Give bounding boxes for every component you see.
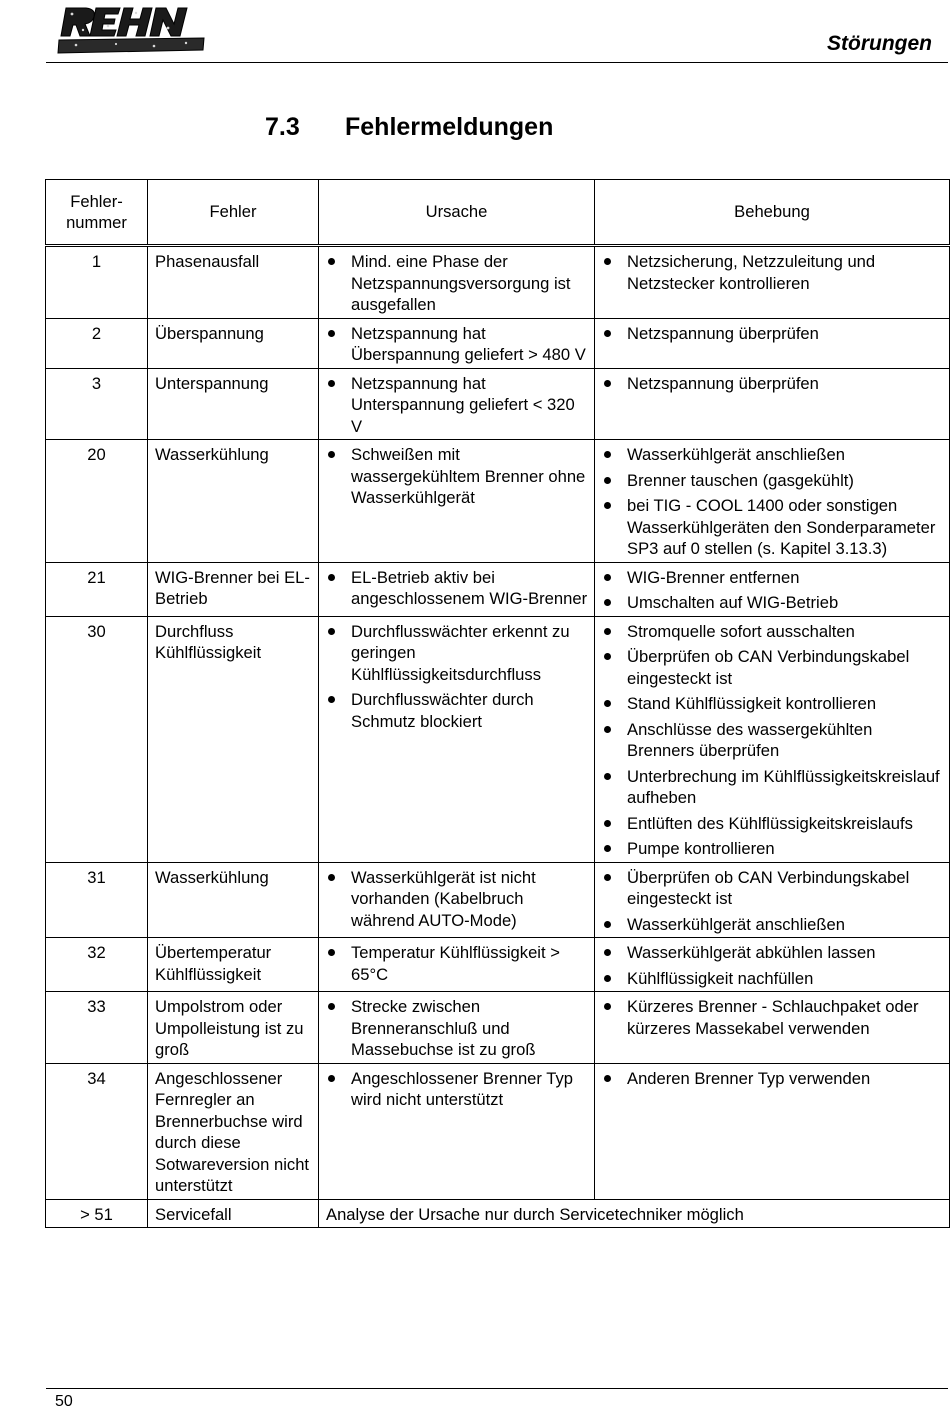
remedy-item: Unterbrechung im Kühlflüssigkeitskreislauf aufheben (602, 766, 943, 809)
error-name: Wasserkühlung (148, 862, 319, 938)
error-name: Durchfluss Kühlflüssigkeit (148, 616, 319, 862)
cause-item: Durchflusswächter erkennt zu geringen Kühlflüssigkeitsdurchfluss (326, 621, 588, 686)
error-number: 33 (46, 992, 148, 1064)
cause-list (326, 996, 588, 1061)
remedy-list (602, 251, 943, 294)
page-heading (265, 113, 553, 142)
remedy-list (602, 567, 943, 614)
cause-list (326, 621, 588, 733)
column-header-number: Fehler- nummer (46, 180, 148, 246)
table-row-service (46, 1199, 950, 1228)
heading-number: 7.3 (265, 113, 300, 141)
error-remedy (595, 562, 950, 616)
error-cause (319, 368, 595, 440)
table-row (46, 862, 950, 938)
page-number: 50 (55, 1393, 73, 1410)
error-cause (319, 862, 595, 938)
remedy-item: Anschlüsse des wassergekühlten Brenners überprüfen (602, 719, 943, 762)
remedy-list (602, 996, 943, 1039)
cause-item: Durchflusswächter durch Schmutz blockiert (326, 689, 588, 732)
error-number: 20 (46, 440, 148, 563)
header-divider (46, 62, 948, 63)
column-header-fehler: Fehler (148, 180, 319, 246)
table-header-row (46, 180, 950, 246)
remedy-item: Wasserkühlgerät anschließen (602, 444, 943, 466)
cause-list (326, 867, 588, 932)
error-name: Angeschlossener Fernregler an Brennerbuchse wird durch diese Sotwareversion nicht unterstützt (148, 1063, 319, 1199)
cause-item: Netzspannung hat Unterspannung geliefert < 320 V (326, 373, 588, 438)
remedy-item: Wasserkühlgerät abkühlen lassen (602, 942, 943, 964)
remedy-item: Wasserkühlgerät anschließen (602, 914, 943, 936)
heading-title: Fehlermeldungen (345, 113, 554, 141)
header-section-title: Störungen (827, 32, 932, 55)
cause-list (326, 251, 588, 316)
error-number: 1 (46, 246, 148, 319)
error-cause (319, 440, 595, 563)
remedy-item: Umschalten auf WIG-Betrieb (602, 592, 943, 614)
error-number: > 51 (46, 1199, 148, 1228)
error-number: 3 (46, 368, 148, 440)
cause-list (326, 373, 588, 438)
remedy-item: bei TIG - COOL 1400 oder sonstigen Wasserkühlgeräten den Sonderparameter SP3 auf 0 stellen (s. Kapitel 3.13.3) (602, 495, 943, 560)
table-row (46, 246, 950, 319)
table-row (46, 992, 950, 1064)
cause-item: Temperatur Kühlflüssigkeit > 65°C (326, 942, 588, 985)
cause-item: Netzspannung hat Überspannung geliefert > 480 V (326, 323, 588, 366)
remedy-list (602, 867, 943, 936)
error-name: WIG-Brenner bei EL-Betrieb (148, 562, 319, 616)
table-row (46, 368, 950, 440)
table-row (46, 938, 950, 992)
remedy-item: Stromquelle sofort ausschalten (602, 621, 943, 643)
cause-list (326, 942, 588, 985)
table-row (46, 440, 950, 563)
error-remedy (595, 440, 950, 563)
error-name: Umpolstrom oder Umpolleistung ist zu groß (148, 992, 319, 1064)
error-cause (319, 1063, 595, 1199)
cause-item: Strecke zwischen Brenneranschluß und Massebuchse ist zu groß (326, 996, 588, 1061)
remedy-item: Stand Kühlflüssigkeit kontrollieren (602, 693, 943, 715)
error-cause (319, 246, 595, 319)
error-cause (319, 938, 595, 992)
error-name: Übertemperatur Kühlflüssigkeit (148, 938, 319, 992)
table-row (46, 318, 950, 368)
error-remedy (595, 992, 950, 1064)
error-remedy (595, 938, 950, 992)
error-number: 30 (46, 616, 148, 862)
remedy-item: Kühlflüssigkeit nachfüllen (602, 968, 943, 990)
error-cause (319, 318, 595, 368)
column-header-ursache: Ursache (319, 180, 595, 246)
cause-list (326, 1068, 588, 1111)
cause-list (326, 567, 588, 610)
error-remedy (595, 246, 950, 319)
remedy-item: Anderen Brenner Typ verwenden (602, 1068, 943, 1090)
error-number: 34 (46, 1063, 148, 1199)
remedy-item: Überprüfen ob CAN Verbindungskabel eingesteckt ist (602, 867, 943, 910)
remedy-item: Überprüfen ob CAN Verbindungskabel eingesteckt ist (602, 646, 943, 689)
remedy-item: Netzsicherung, Netzzuleitung und Netzstecker kontrollieren (602, 251, 943, 294)
table-row (46, 1063, 950, 1199)
service-note: Analyse der Ursache nur durch Servicetechniker möglich (319, 1199, 950, 1228)
error-name: Phasenausfall (148, 246, 319, 319)
error-remedy (595, 318, 950, 368)
error-name: Servicefall (148, 1199, 319, 1228)
cause-item: Angeschlossener Brenner Typ wird nicht unterstützt (326, 1068, 588, 1111)
remedy-item: Netzspannung überprüfen (602, 323, 943, 345)
cause-item: Mind. eine Phase der Netzspannungsversorgung ist ausgefallen (326, 251, 588, 316)
remedy-item: Brenner tauschen (gasgekühlt) (602, 470, 943, 492)
error-number: 21 (46, 562, 148, 616)
error-remedy (595, 1063, 950, 1199)
cause-item: EL-Betrieb aktiv bei angeschlossenem WIG-Brenner (326, 567, 588, 610)
error-remedy (595, 862, 950, 938)
company-logo (56, 4, 208, 56)
remedy-list (602, 942, 943, 989)
error-number: 31 (46, 862, 148, 938)
error-number: 2 (46, 318, 148, 368)
cause-item: Wasserkühlgerät ist nicht vorhanden (Kabelbruch während AUTO-Mode) (326, 867, 588, 932)
error-cause (319, 562, 595, 616)
error-name: Wasserkühlung (148, 440, 319, 563)
remedy-list (602, 373, 943, 395)
cause-item: Schweißen mit wassergekühltem Brenner ohne Wasserkühlgerät (326, 444, 588, 509)
remedy-item: Kürzeres Brenner - Schlauchpaket oder kürzeres Massekabel verwenden (602, 996, 943, 1039)
remedy-item: WIG-Brenner entfernen (602, 567, 943, 589)
remedy-list (602, 1068, 943, 1090)
error-name: Unterspannung (148, 368, 319, 440)
remedy-list (602, 444, 943, 560)
remedy-item: Entlüften des Kühlflüssigkeitskreislaufs (602, 813, 943, 835)
footer-divider (46, 1388, 948, 1389)
remedy-item: Netzspannung überprüfen (602, 373, 943, 395)
error-cause (319, 992, 595, 1064)
remedy-list (602, 621, 943, 860)
error-table (45, 179, 950, 1228)
remedy-item: Pumpe kontrollieren (602, 838, 943, 860)
error-name: Überspannung (148, 318, 319, 368)
table-row (46, 616, 950, 862)
cause-list (326, 444, 588, 509)
column-header-behebung: Behebung (595, 180, 950, 246)
cause-list (326, 323, 588, 366)
error-remedy (595, 616, 950, 862)
table-row (46, 562, 950, 616)
error-number: 32 (46, 938, 148, 992)
error-cause (319, 616, 595, 862)
remedy-list (602, 323, 943, 345)
error-remedy (595, 368, 950, 440)
